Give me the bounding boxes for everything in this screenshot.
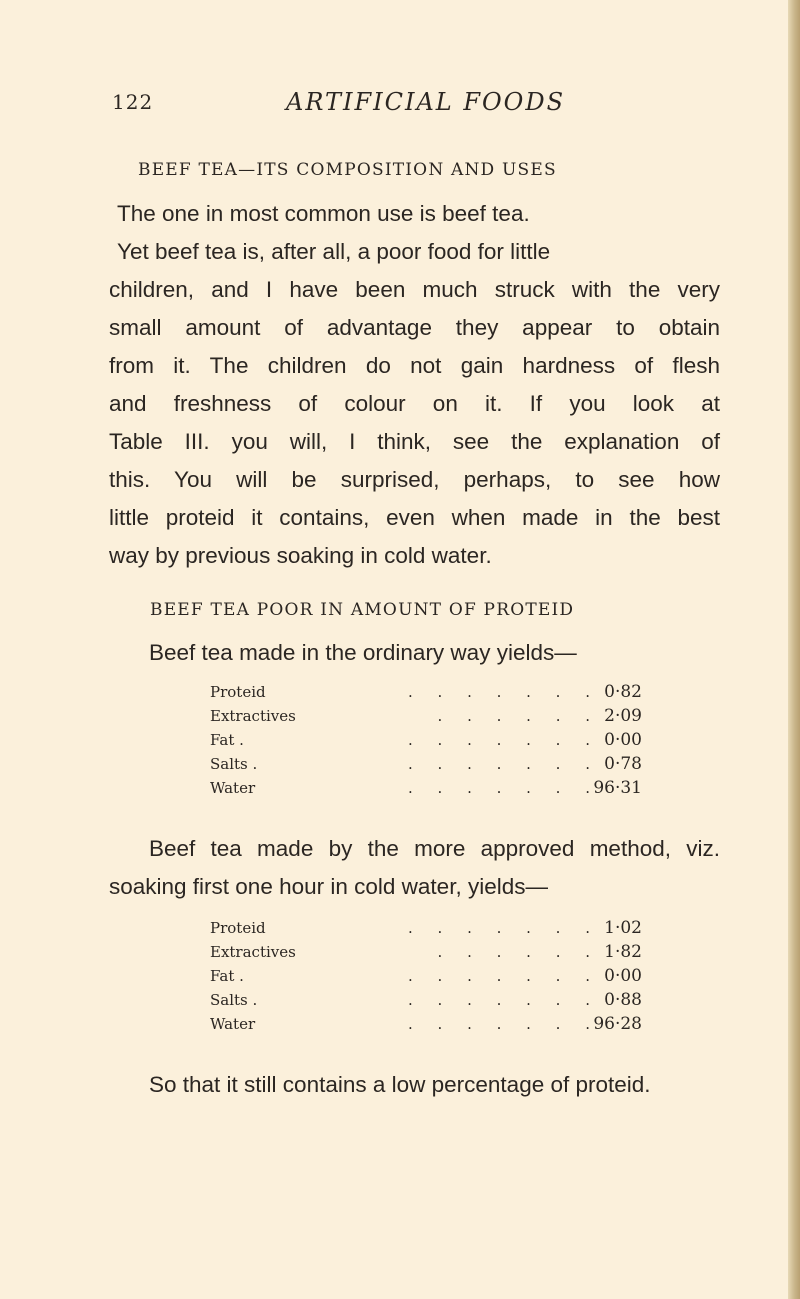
table-row-value: 0·88: [604, 990, 642, 1010]
leader-dots: . . . . . . .: [408, 731, 600, 749]
table-row-label: Fat .: [210, 967, 244, 985]
composition-table-approved: [210, 916, 642, 1036]
table-row-label: Salts .: [210, 991, 258, 1009]
table-row-value: 2·09: [604, 706, 642, 726]
table-row-value: 1·02: [604, 918, 642, 938]
section-heading: BEEF TEA—ITS COMPOSITION AND USES: [138, 160, 557, 180]
table-row-value: 0·00: [604, 730, 642, 750]
table-row-value: 0·00: [604, 966, 642, 986]
paragraph: [109, 233, 720, 575]
leader-dots: . . . . . . .: [408, 755, 600, 773]
paragraph-line: Beef tea made by the more approved method, viz.: [149, 836, 720, 861]
table-row-label: Extractives: [210, 943, 296, 961]
table-row-value: 0·78: [604, 754, 642, 774]
page-edge: [788, 0, 800, 1299]
table-row-label: Proteid: [210, 919, 266, 937]
table-row-label: Water: [210, 1015, 256, 1033]
table-row: [210, 752, 642, 776]
table-row-value: 1·82: [604, 942, 642, 962]
table-intro: [109, 634, 720, 672]
paragraph-line: soaking first one hour in cold water, yields—: [109, 874, 548, 899]
paragraph-line: Table III. you will, I think, see the explanation of: [109, 429, 720, 454]
paragraph-line: Yet beef tea is, after all, a poor food for little: [117, 239, 551, 264]
paragraph-line: So that it still contains a low percentage of proteid.: [149, 1072, 651, 1097]
leader-dots: . . . . . . .: [408, 779, 600, 797]
composition-table-ordinary: [210, 680, 642, 800]
table-row: [210, 940, 642, 964]
running-head: ARTIFICIAL FOODS: [286, 88, 566, 116]
leader-dots: . . . . . . .: [408, 919, 600, 937]
paragraph: [109, 195, 720, 233]
table-row-label: Extractives: [210, 707, 296, 725]
table-row-value: 96·28: [593, 1014, 642, 1034]
table-row: [210, 680, 642, 704]
table-row: [210, 776, 642, 800]
paragraph-line: this. You will be surprised, perhaps, to see how: [109, 467, 720, 492]
conclusion: [109, 1066, 720, 1104]
paragraph-line: little proteid it contains, even when made in the best: [109, 505, 720, 530]
paragraph-line: The one in most common use is beef tea.: [117, 201, 530, 226]
table-row-label: Proteid: [210, 683, 266, 701]
leader-dots: . . . . . . .: [408, 1015, 600, 1033]
leader-dots: . . . . . . .: [408, 683, 600, 701]
leader-dots: . . . . . .: [437, 943, 600, 961]
paragraph-line: from it. The children do not gain hardness of flesh: [109, 353, 720, 378]
table-row: [210, 704, 642, 728]
paragraph-line: way by previous soaking in cold water.: [109, 543, 492, 568]
table-row: [210, 916, 642, 940]
leader-dots: . . . . . . .: [408, 967, 600, 985]
table-row: [210, 964, 642, 988]
table-row-value: 0·82: [604, 682, 642, 702]
paragraph-line: Beef tea made in the ordinary way yields—: [149, 640, 577, 665]
paragraph-line: small amount of advantage they appear to obtain: [109, 315, 720, 340]
table-row: [210, 1012, 642, 1036]
section-heading: BEEF TEA POOR IN AMOUNT OF PROTEID: [150, 600, 575, 620]
table-intro: [109, 830, 720, 906]
table-row: [210, 988, 642, 1012]
page-number: 122: [112, 90, 154, 114]
paragraph-line: and freshness of colour on it. If you look at: [109, 391, 720, 416]
table-row: [210, 728, 642, 752]
leader-dots: . . . . . . .: [408, 991, 600, 1009]
table-row-value: 96·31: [593, 778, 642, 798]
table-row-label: Water: [210, 779, 256, 797]
leader-dots: . . . . . .: [437, 707, 600, 725]
paragraph-line: children, and I have been much struck with the very: [109, 277, 720, 302]
table-row-label: Fat .: [210, 731, 244, 749]
table-row-label: Salts .: [210, 755, 258, 773]
